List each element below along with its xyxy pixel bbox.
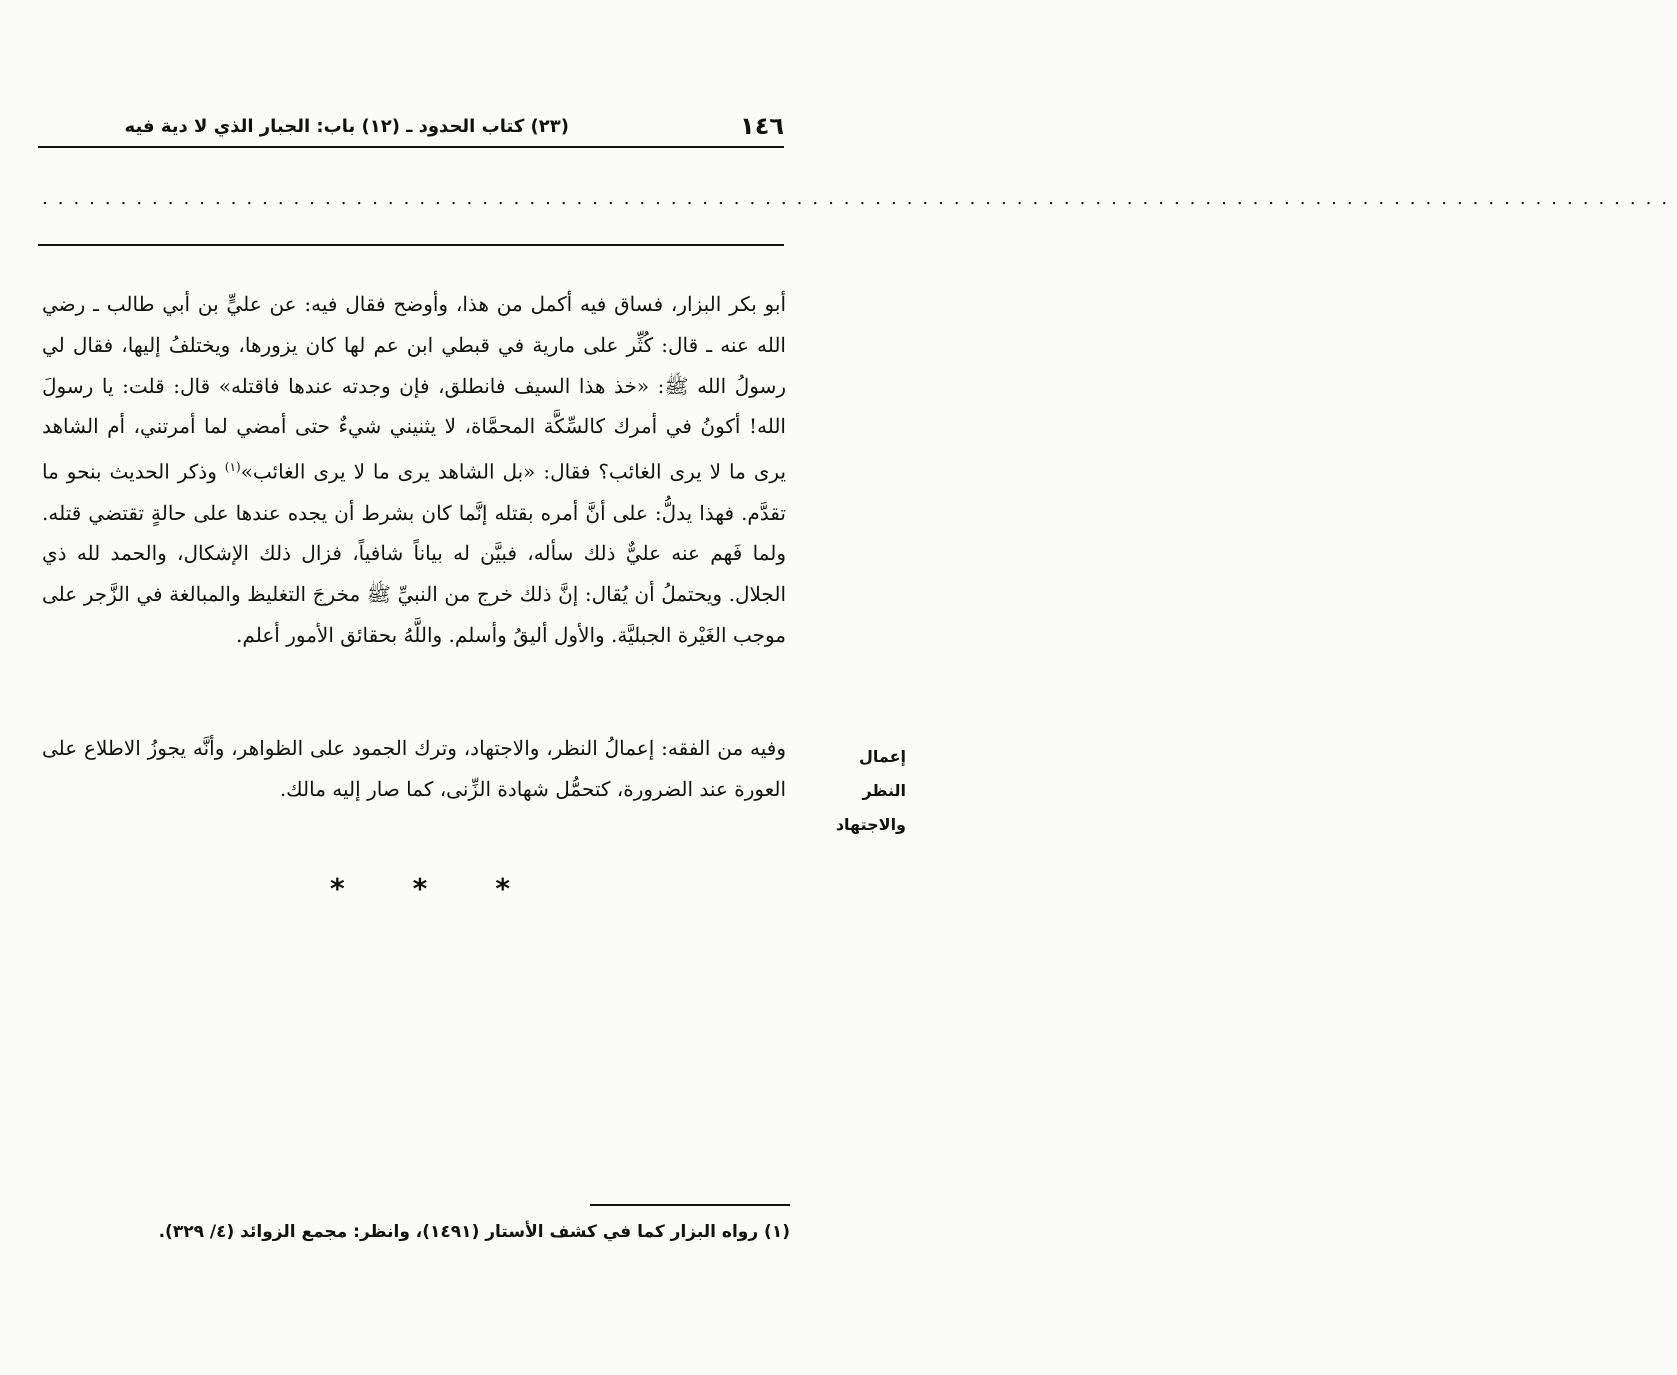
- body-paragraph-1: [42, 284, 786, 656]
- footnote-rule: [590, 1204, 790, 1206]
- paragraph-text-continued: وذكر الحديث بنحو ما تقدَّم. فهذا يدلُّ: على أنَّ أمره بقتله إنَّما كان بشرط أن يجده عندها على حالةٍ تقتضي قتله. ولما فَهم عنه عليٌّ ذلك سأله، فبيَّن له بياناً شافياً، فزال ذلك الإشكال، والحمد لله ذي الجلال. ويحتملُ أن يُقال: إنَّ ذلك خرج من النبيِّ ﷺ مخرجَ التغليظ والمبالغة في الزَّجر على موجب الغَيْرة الجبليَّة. والأول أليقُ وأسلم. واللَّهُ بحقائق الأمور أعلم.: [42, 459, 786, 648]
- running-title: (٢٣) كتاب الحدود ـ (١٢) باب: الجبار الذي لا دية فيه: [124, 116, 569, 137]
- paragraph-text: أبو بكر البزار، فساق فيه أكمل من هذا، وأوضح فقال فيه: عن عليٍّ بن أبي طالب ـ رضي الله عنه ـ قال: كُثِّر على مارية في قبطي ابن عم لها كان يزورها، ويختلفُ إليها، فقال لي رسولُ الله ﷺ: «خذ هذا السيف فانطلق، فإن وجدته عندها فاقتله» قال: قلت: يا رسولَ الله! أكونُ في أمرك كالسِّكَّة المحمَّاة، لا يثنيني شيءٌ حتى أمضي لما أمرتني، أم الشاهد يرى ما لا يرى الغائب؟ فقال: «بل الشاهد يرى ما لا يرى الغائب»: [42, 292, 787, 484]
- section-rule: [38, 244, 784, 246]
- section-separator: [330, 872, 510, 905]
- separator-star-icon: *: [330, 872, 345, 905]
- body-paragraph-2: وفيه من الفقه: إعمالُ النظر، والاجتهاد، وترك الجمود على الظواهر، وأنَّه يجوزُ الاطلاع على العورة عند الضرورة، كتحمُّل شهادة الزِّنى، كما صار إليه مالك.: [42, 736, 786, 801]
- footnote-marker[interactable]: (١): [224, 460, 241, 475]
- omission-dots: ........................................................................................................: [42, 188, 1677, 209]
- margin-note-line-1: إعمال النظر: [858, 747, 906, 800]
- page-header: [38, 108, 784, 148]
- separator-star-icon: *: [495, 872, 510, 905]
- header-rule: [38, 146, 784, 148]
- margin-note-line-2: والاجتهاد: [835, 815, 906, 834]
- separator-star-icon: *: [412, 872, 428, 905]
- footnote: (١) رواه البزار كما في كشف الأستار (١٤٩١)، وانظر: مجمع الزوائد (٤/ ٣٢٩).: [158, 1222, 790, 1242]
- page-number: ١٤٦: [740, 112, 784, 140]
- margin-note: [810, 740, 906, 842]
